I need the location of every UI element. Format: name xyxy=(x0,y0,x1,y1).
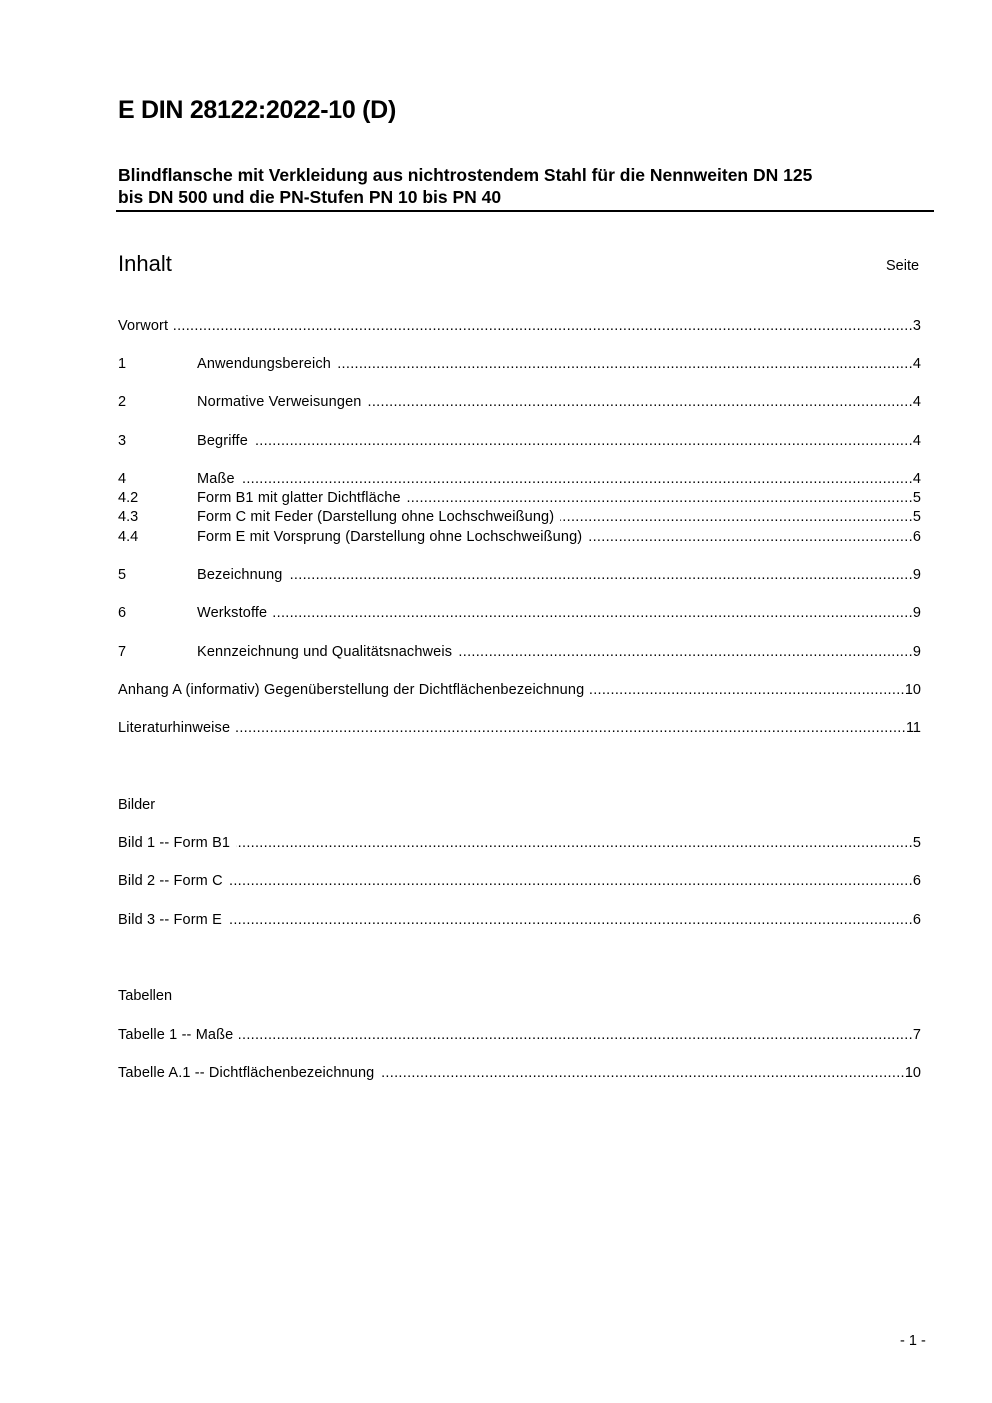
toc-entry-4-4[interactable] xyxy=(118,528,921,546)
figure-entry-1[interactable] xyxy=(118,834,921,852)
toc-number: 7 xyxy=(118,644,127,660)
toc-page: 9 xyxy=(912,605,921,621)
toc-page: 4 xyxy=(912,471,921,487)
toc-page: 5 xyxy=(912,509,921,525)
toc-label: Maße xyxy=(197,470,241,488)
figures-heading: Bilder xyxy=(118,797,156,813)
toc-page: 4 xyxy=(912,433,921,449)
toc-page: 11 xyxy=(905,720,921,736)
toc-label: Anwendungsbereich xyxy=(197,355,337,373)
toc-page: 10 xyxy=(904,682,921,698)
figure-page: 6 xyxy=(912,912,921,928)
toc-entry-literaturhinweise[interactable] xyxy=(118,719,921,737)
toc-number: 2 xyxy=(118,394,127,410)
toc-label: Form C mit Feder (Darstellung ohne Lochschweißung) xyxy=(197,508,560,526)
dot-leader xyxy=(228,911,913,929)
title-rule xyxy=(116,210,934,212)
figure-page: 6 xyxy=(912,873,921,889)
figure-label: Bild 3 -- Form E xyxy=(118,911,228,929)
dot-leader xyxy=(368,393,913,411)
toc-number: 1 xyxy=(118,356,127,372)
toc-label: Literaturhinweise xyxy=(118,719,236,737)
table-page: 10 xyxy=(904,1065,921,1081)
toc-entry-5[interactable] xyxy=(118,566,921,584)
toc-entry-anhang-a[interactable] xyxy=(118,681,921,699)
toc-entry-3[interactable] xyxy=(118,432,921,450)
toc-page: 9 xyxy=(912,567,921,583)
page-column-label: Seite xyxy=(886,258,920,274)
table-label: Tabelle A.1 -- Dichtflächenbezeichnung xyxy=(118,1064,380,1082)
toc-page: 6 xyxy=(912,529,921,545)
dot-leader xyxy=(590,681,905,699)
toc-number: 4.2 xyxy=(118,490,139,506)
dot-leader xyxy=(236,719,906,737)
toc-entry-6[interactable] xyxy=(118,604,921,622)
toc-entry-2[interactable] xyxy=(118,393,921,411)
dot-leader xyxy=(337,355,913,373)
dot-leader xyxy=(588,528,913,546)
toc-entry-vorwort[interactable] xyxy=(118,317,921,335)
toc-number: 4 xyxy=(118,471,127,487)
toc-entry-4[interactable] xyxy=(118,470,921,488)
figure-entry-3[interactable] xyxy=(118,911,921,929)
figure-label: Bild 1 -- Form B1 xyxy=(118,834,236,852)
toc-label: Anhang A (informativ) Gegenüberstellung der Dichtflächenbezeichnung xyxy=(118,681,590,699)
figure-page: 5 xyxy=(912,835,921,851)
dot-leader xyxy=(289,566,913,584)
toc-page: 4 xyxy=(912,394,921,410)
doc-title-line-2: bis DN 500 und die PN-Stufen PN 10 bis PN 40 xyxy=(118,187,502,207)
dot-leader xyxy=(273,604,913,622)
doc-title-line-1: Blindflansche mit Verkleidung aus nichtrostendem Stahl für die Nennweiten DN 125 xyxy=(118,165,813,185)
dot-leader xyxy=(239,1026,913,1044)
dot-leader xyxy=(241,470,913,488)
toc-number: 6 xyxy=(118,605,127,621)
figure-label: Bild 2 -- Form C xyxy=(118,872,229,890)
toc-label: Vorwort xyxy=(118,317,174,335)
toc-number: 5 xyxy=(118,567,127,583)
doc-title xyxy=(118,164,933,208)
toc-label: Form B1 mit glatter Dichtfläche xyxy=(197,489,407,507)
footer-page-number: - 1 - xyxy=(900,1333,926,1349)
toc-number: 4.3 xyxy=(118,509,139,525)
toc-number: 3 xyxy=(118,433,127,449)
toc-heading: Inhalt xyxy=(118,251,172,276)
table-entry-1[interactable] xyxy=(118,1026,921,1044)
toc-label: Begriffe xyxy=(197,432,254,450)
dot-leader xyxy=(236,834,913,852)
dot-leader xyxy=(174,317,913,335)
toc-page: 3 xyxy=(912,318,921,334)
dot-leader xyxy=(254,432,913,450)
table-label: Tabelle 1 -- Maße xyxy=(118,1026,239,1044)
toc-label: Form E mit Vorsprung (Darstellung ohne Lochschweißung) xyxy=(197,528,588,546)
toc-label: Werkstoffe xyxy=(197,604,273,622)
toc-entry-4-2[interactable] xyxy=(118,489,921,507)
tables-heading: Tabellen xyxy=(118,988,173,1004)
toc-page: 9 xyxy=(912,644,921,660)
dot-leader xyxy=(560,508,913,526)
toc-label: Bezeichnung xyxy=(197,566,289,584)
toc-number: 4.4 xyxy=(118,529,139,545)
toc-entry-4-3[interactable] xyxy=(118,508,921,526)
table-entry-a1[interactable] xyxy=(118,1064,921,1082)
toc-page: 4 xyxy=(912,356,921,372)
dot-leader xyxy=(458,643,913,661)
toc-entry-1[interactable] xyxy=(118,355,921,373)
toc-entry-7[interactable] xyxy=(118,643,921,661)
figure-entry-2[interactable] xyxy=(118,872,921,890)
dot-leader xyxy=(380,1064,904,1082)
dot-leader xyxy=(407,489,913,507)
toc-label: Kennzeichnung und Qualitätsnachweis xyxy=(197,643,458,661)
doc-id: E DIN 28122:2022-10 (D) xyxy=(118,96,396,124)
toc-page: 5 xyxy=(912,490,921,506)
table-page: 7 xyxy=(912,1027,921,1043)
toc-label: Normative Verweisungen xyxy=(197,393,368,411)
dot-leader xyxy=(229,872,913,890)
